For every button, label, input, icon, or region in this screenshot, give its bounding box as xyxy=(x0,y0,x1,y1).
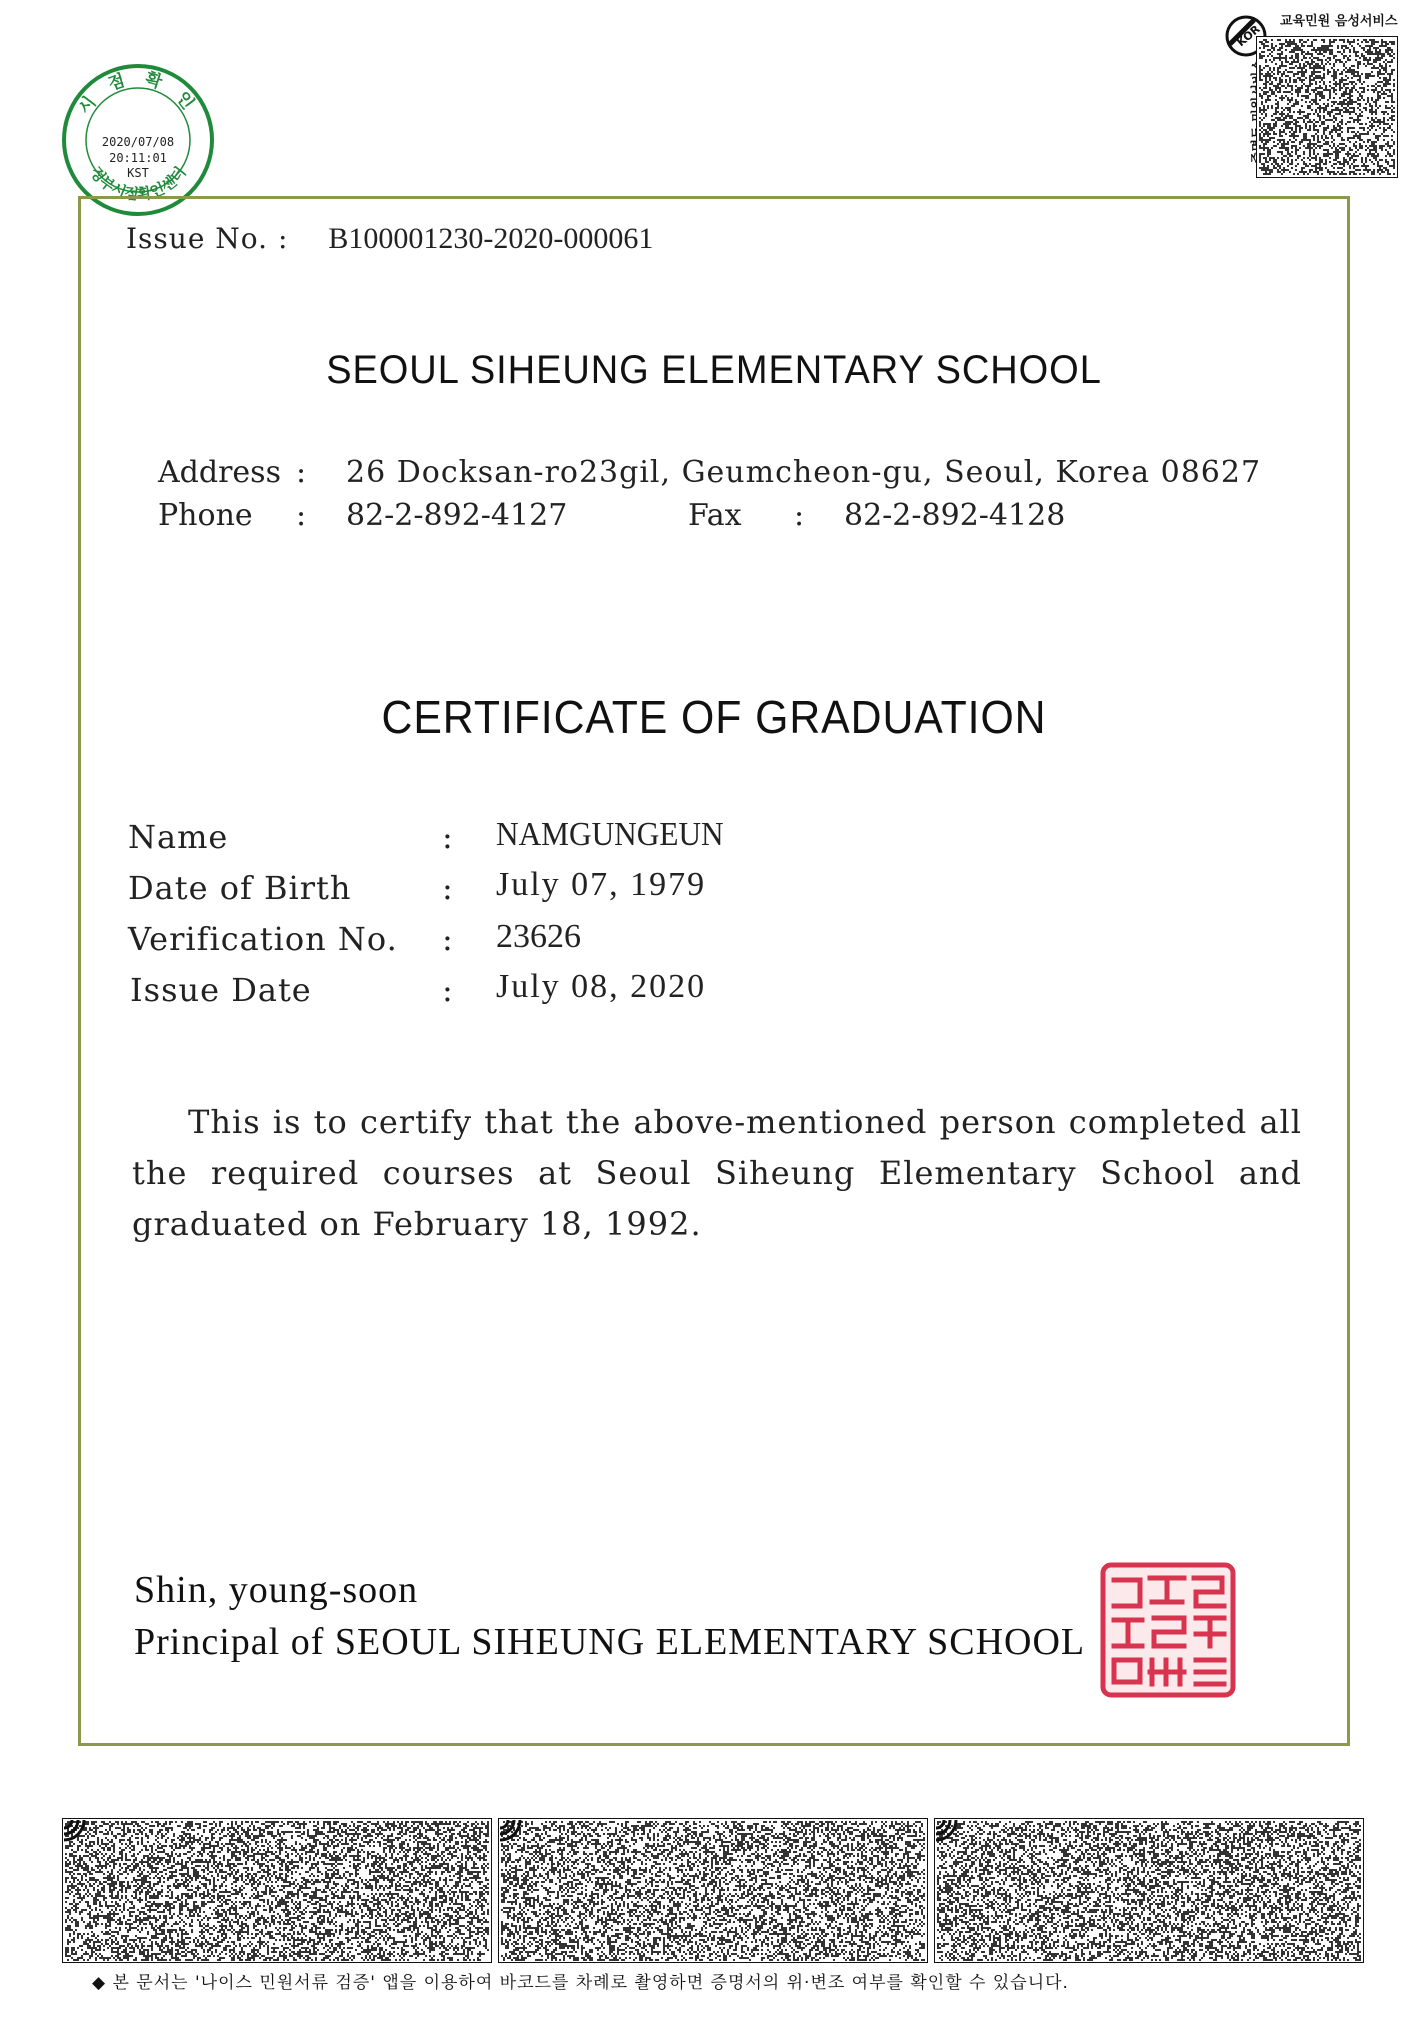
qr-code-icon xyxy=(1256,36,1398,178)
phone-colon: : xyxy=(296,498,306,533)
school-name: SEOUL SIHEUNG ELEMENTARY SCHOOL xyxy=(110,348,1318,393)
official-seal-icon xyxy=(1100,1562,1236,1698)
seal-top-text: 시 점 확 인 xyxy=(75,68,203,118)
verification-colon: : xyxy=(442,920,454,958)
fax-value: 82-2-892-4128 xyxy=(844,498,1065,533)
issue-number-line xyxy=(126,222,653,256)
phone-label: Phone xyxy=(158,498,253,533)
issue-date-colon: : xyxy=(442,971,454,1009)
fax-colon: : xyxy=(794,498,804,533)
issue-number-value: B100001230-2020-000061 xyxy=(328,222,653,255)
timestamp-seal xyxy=(60,62,216,218)
name-value: NAMGUNGEUN xyxy=(496,816,724,854)
fax-label: Fax xyxy=(688,498,742,533)
name-colon: : xyxy=(442,818,454,856)
address-label: Address xyxy=(158,455,281,490)
barcode-2-icon xyxy=(498,1818,928,1963)
voice-service-code xyxy=(1218,6,1398,181)
verification-label: Verification No. xyxy=(128,920,398,958)
dob-colon: : xyxy=(442,869,454,907)
certificate-title: CERTIFICATE OF GRADUATION xyxy=(123,690,1306,744)
seal-bottom-text: 정부시점확인센터 xyxy=(86,163,189,203)
phone-value: 82-2-892-4127 xyxy=(346,498,567,533)
dob-label: Date of Birth xyxy=(128,869,352,907)
seal-zone: KST xyxy=(127,166,149,180)
voice-service-title: 교육민원 음성서비스 xyxy=(1280,10,1398,29)
seal-time: 20:11:01 xyxy=(109,151,167,165)
footer-verification-note: ◆ 본 문서는 '나이스 민원서류 검증' 앱을 이용하여 바코드를 차례로 촬영하면 증명서의 위·변조 여부를 확인할 수 있습니다. xyxy=(92,1968,1069,1993)
issue-number-label: Issue No. : xyxy=(126,222,288,255)
dob-value: July 07, 1979 xyxy=(496,866,706,904)
kor-badge-text: KOR xyxy=(1234,22,1263,49)
address-colon: : xyxy=(296,455,306,490)
certificate-body: This is to certify that the above-mentioned person completed all the required courses at Seoul Siheung Elementary School and graduated on February 18, 1992. xyxy=(132,1097,1302,1250)
address-value: 26 Docksan-ro23gil, Geumcheon-gu, Seoul, Korea 08627 xyxy=(346,455,1261,490)
svg-text:시 점 확 인 xyxy=(75,68,203,118)
verification-value: 23626 xyxy=(496,918,581,956)
barcode-1-icon xyxy=(62,1818,492,1963)
name-label: Name xyxy=(128,818,228,856)
issue-date-label: Issue Date xyxy=(130,971,312,1009)
issue-date-value: July 08, 2020 xyxy=(496,968,706,1006)
barcode-3-icon xyxy=(934,1818,1364,1963)
seal-date: 2020/07/08 xyxy=(102,135,174,149)
principal-name: Shin, young-soon xyxy=(134,1568,418,1612)
principal-title: Principal of SEOUL SIHEUNG ELEMENTARY SCHOOL xyxy=(134,1620,1085,1664)
